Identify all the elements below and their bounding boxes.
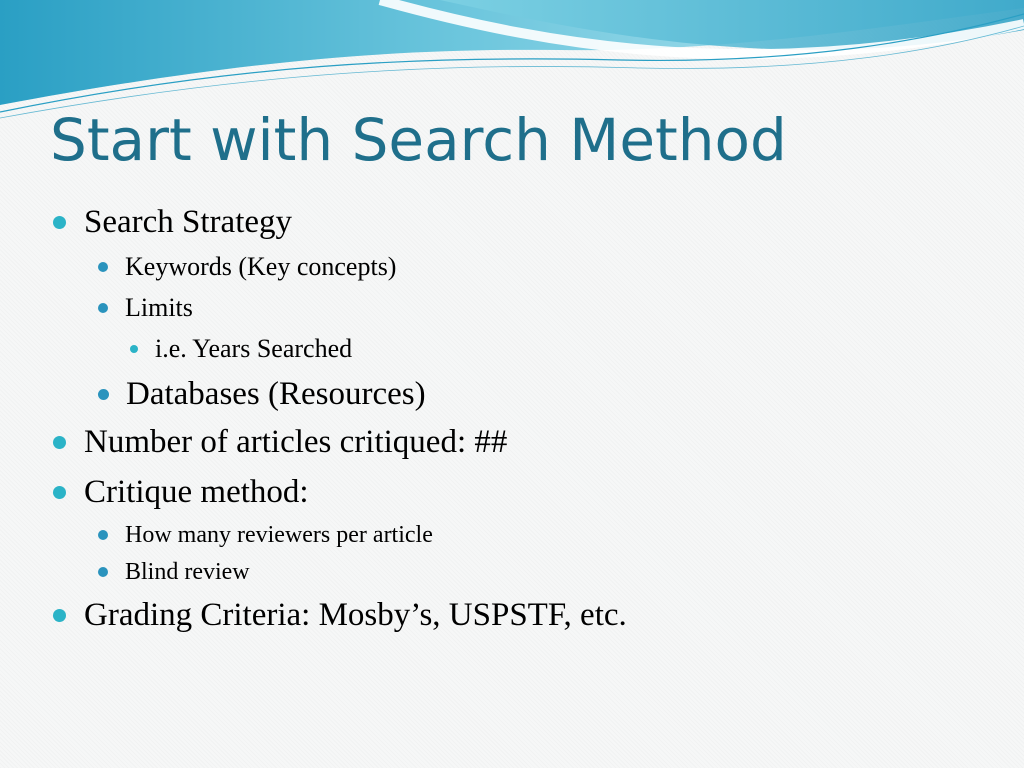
- bullet-blind-review: [98, 554, 250, 590]
- bullet-text: Databases (Resources): [126, 375, 426, 412]
- bullet-keywords: [98, 249, 396, 285]
- bullet-text: Blind review: [125, 558, 250, 585]
- bullet-articles-critiqued: [53, 420, 507, 464]
- bullet-dot-icon: [53, 486, 66, 499]
- bullet-text: Keywords (Key concepts): [125, 252, 397, 281]
- bullet-text: i.e. Years Searched: [155, 334, 353, 363]
- bullet-text: Grading Criteria: Mosby’s, USPSTF, etc.: [84, 596, 627, 633]
- bullet-dot-icon: [98, 303, 108, 313]
- bullet-dot-icon: [53, 436, 66, 449]
- bullet-text: Number of articles critiqued: ##: [84, 423, 508, 460]
- bullet-dot-icon: [53, 609, 66, 622]
- bullet-dot-icon: [98, 262, 108, 272]
- bullet-dot-icon: [98, 530, 108, 540]
- bullet-text: Search Strategy: [84, 203, 293, 240]
- bullet-dot-icon: [98, 389, 109, 400]
- bullet-years-searched: [130, 331, 352, 367]
- bullet-dot-icon: [98, 567, 108, 577]
- bullet-dot-icon: [130, 345, 138, 353]
- bullet-text: Limits: [125, 293, 193, 322]
- bullet-text: How many reviewers per article: [125, 521, 433, 548]
- bullet-databases: [98, 372, 426, 416]
- bullet-text: Critique method:: [84, 473, 309, 510]
- bullet-dot-icon: [53, 216, 66, 229]
- bullet-grading-criteria: [53, 593, 627, 637]
- bullet-reviewers-per-article: [98, 517, 433, 553]
- bullet-critique-method: [53, 470, 309, 514]
- slide-title: Start with Search Method: [50, 106, 787, 174]
- bullet-search-strategy: [53, 200, 292, 244]
- bullet-limits: [98, 290, 193, 326]
